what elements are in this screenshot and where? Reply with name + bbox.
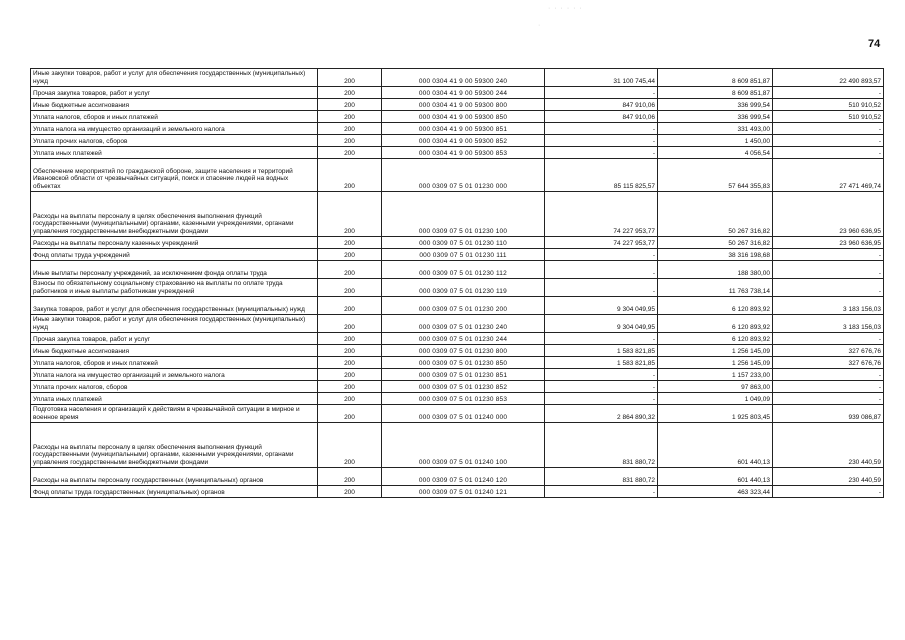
row-approved-cell: - — [545, 135, 658, 147]
row-code-cell: 200 — [318, 405, 382, 423]
row-approved-cell: 847 910,06 — [545, 99, 658, 111]
row-name-cell: Иные бюджетные ассигнования — [31, 345, 318, 357]
row-kbk-cell: 000 0304 41 9 00 59300 244 — [382, 87, 545, 99]
row-code-cell: 200 — [318, 486, 382, 498]
row-executed-cell: 336 999,54 — [658, 111, 773, 123]
row-kbk-cell: 000 0309 07 5 01 01230 111 — [382, 249, 545, 261]
row-executed-cell: 6 120 893,92 — [658, 297, 773, 315]
row-code-cell: 200 — [318, 87, 382, 99]
row-executed-cell: 1 256 145,09 — [658, 345, 773, 357]
row-executed-cell: 97 863,00 — [658, 381, 773, 393]
table-row — [31, 345, 884, 357]
row-kbk-cell: 000 0309 07 5 01 01230 853 — [382, 393, 545, 405]
row-kbk-cell: 000 0309 07 5 01 01240 120 — [382, 468, 545, 486]
budget-report-table — [30, 68, 884, 498]
row-name-cell: Уплата иных платежей — [31, 393, 318, 405]
row-unexecuted-cell: 327 676,76 — [773, 345, 884, 357]
table-row — [31, 333, 884, 345]
row-name-cell: Расходы на выплаты персоналу государственных (муниципальных) органов — [31, 468, 318, 486]
row-kbk-cell: 000 0309 07 5 01 01240 100 — [382, 423, 545, 468]
row-approved-cell: 831 880,72 — [545, 468, 658, 486]
table-row — [31, 159, 884, 192]
row-code-cell: 200 — [318, 147, 382, 159]
table-row — [31, 279, 884, 297]
row-code-cell: 200 — [318, 315, 382, 333]
row-code-cell: 200 — [318, 345, 382, 357]
row-approved-cell: - — [545, 279, 658, 297]
row-name-cell: Иные бюджетные ассигнования — [31, 99, 318, 111]
row-approved-cell: 74 227 953,77 — [545, 237, 658, 249]
table-row — [31, 468, 884, 486]
row-executed-cell: 1 450,00 — [658, 135, 773, 147]
row-kbk-cell: 000 0309 07 5 01 01240 000 — [382, 405, 545, 423]
table-row — [31, 147, 884, 159]
row-unexecuted-cell: - — [773, 87, 884, 99]
row-code-cell: 200 — [318, 111, 382, 123]
row-executed-cell: 336 999,54 — [658, 99, 773, 111]
row-name-cell: Прочая закупка товаров, работ и услуг — [31, 87, 318, 99]
row-name-cell: Уплата налогов, сборов и иных платежей — [31, 111, 318, 123]
table-row — [31, 369, 884, 381]
row-kbk-cell: 000 0309 07 5 01 01230 851 — [382, 369, 545, 381]
table-row — [31, 423, 884, 468]
row-code-cell: 200 — [318, 123, 382, 135]
row-executed-cell: 1 256 145,09 — [658, 357, 773, 369]
row-kbk-cell: 000 0304 41 9 00 59300 853 — [382, 147, 545, 159]
row-approved-cell: 1 583 821,85 — [545, 345, 658, 357]
row-unexecuted-cell: 230 440,59 — [773, 423, 884, 468]
row-unexecuted-cell: - — [773, 393, 884, 405]
row-unexecuted-cell: 939 086,87 — [773, 405, 884, 423]
row-kbk-cell: 000 0304 41 9 00 59300 240 — [382, 69, 545, 87]
row-code-cell: 200 — [318, 369, 382, 381]
row-kbk-cell: 000 0309 07 5 01 01230 800 — [382, 345, 545, 357]
row-executed-cell: 331 493,00 — [658, 123, 773, 135]
table-row — [31, 135, 884, 147]
row-code-cell: 200 — [318, 261, 382, 279]
row-code-cell: 200 — [318, 297, 382, 315]
row-name-cell: Расходы на выплаты персоналу в целях обеспечения выполнения функций государственными (муниципальными) органами, казенными учреждениями, органами управления государственными внебюджетными фондами — [31, 423, 318, 468]
row-name-cell: Уплата налога на имущество организаций и земельного налога — [31, 369, 318, 381]
row-executed-cell: 6 120 893,92 — [658, 315, 773, 333]
row-executed-cell: 188 380,00 — [658, 261, 773, 279]
row-executed-cell: 463 323,44 — [658, 486, 773, 498]
row-unexecuted-cell: - — [773, 333, 884, 345]
row-unexecuted-cell: - — [773, 486, 884, 498]
row-name-cell: Расходы на выплаты персоналу в целях обеспечения выполнения функций государственными (муниципальными) органами, казенными учреждениями, органами управления государственными внебюджетными фондами — [31, 192, 318, 237]
row-approved-cell: 831 880,72 — [545, 423, 658, 468]
row-kbk-cell: 000 0309 07 5 01 01230 200 — [382, 297, 545, 315]
row-name-cell: Подготовка населения и организаций к действиям в чрезвычайной ситуации в мирное и военное время — [31, 405, 318, 423]
row-unexecuted-cell: - — [773, 147, 884, 159]
row-approved-cell: 9 304 049,95 — [545, 297, 658, 315]
row-unexecuted-cell: 510 910,52 — [773, 111, 884, 123]
row-approved-cell: 85 115 825,57 — [545, 159, 658, 192]
row-kbk-cell: 000 0309 07 5 01 01230 000 — [382, 159, 545, 192]
scan-mark-dot: · — [538, 22, 542, 29]
row-unexecuted-cell: - — [773, 123, 884, 135]
row-name-cell: Уплата налогов, сборов и иных платежей — [31, 357, 318, 369]
row-kbk-cell: 000 0309 07 5 01 01230 244 — [382, 333, 545, 345]
row-name-cell: Уплата налога на имущество организаций и земельного налога — [31, 123, 318, 135]
row-name-cell: Прочая закупка товаров, работ и услуг — [31, 333, 318, 345]
row-name-cell: Взносы по обязательному социальному страхованию на выплаты по оплате труда работников и иные выплаты работникам учреждений — [31, 279, 318, 297]
table-row — [31, 192, 884, 237]
row-executed-cell: 1 925 803,45 — [658, 405, 773, 423]
row-kbk-cell: 000 0309 07 5 01 01230 119 — [382, 279, 545, 297]
row-approved-cell: - — [545, 381, 658, 393]
row-name-cell: Уплата иных платежей — [31, 147, 318, 159]
table-row — [31, 381, 884, 393]
row-unexecuted-cell: 27 471 469,74 — [773, 159, 884, 192]
row-name-cell: Иные закупки товаров, работ и услуг для обеспечения государственных (муниципальных) нужд — [31, 315, 318, 333]
table-row — [31, 123, 884, 135]
row-code-cell: 200 — [318, 468, 382, 486]
row-name-cell: Уплата прочих налогов, сборов — [31, 381, 318, 393]
row-unexecuted-cell: 3 183 156,03 — [773, 315, 884, 333]
row-kbk-cell: 000 0309 07 5 01 01230 110 — [382, 237, 545, 249]
row-executed-cell: 8 609 851,87 — [658, 69, 773, 87]
row-kbk-cell: 000 0309 07 5 01 01240 121 — [382, 486, 545, 498]
row-executed-cell: 6 120 893,92 — [658, 333, 773, 345]
row-code-cell: 200 — [318, 279, 382, 297]
row-approved-cell: - — [545, 87, 658, 99]
row-code-cell: 200 — [318, 381, 382, 393]
row-code-cell: 200 — [318, 333, 382, 345]
row-unexecuted-cell: 3 183 156,03 — [773, 297, 884, 315]
row-unexecuted-cell: - — [773, 261, 884, 279]
row-kbk-cell: 000 0304 41 9 00 59300 852 — [382, 135, 545, 147]
row-unexecuted-cell: - — [773, 279, 884, 297]
table-row — [31, 405, 884, 423]
row-approved-cell: - — [545, 147, 658, 159]
row-approved-cell: 9 304 049,95 — [545, 315, 658, 333]
row-code-cell: 200 — [318, 423, 382, 468]
row-unexecuted-cell: - — [773, 135, 884, 147]
row-name-cell: Иные выплаты персоналу учреждений, за исключением фонда оплаты труда — [31, 261, 318, 279]
row-code-cell: 200 — [318, 99, 382, 111]
row-approved-cell: 2 864 890,32 — [545, 405, 658, 423]
row-approved-cell: 74 227 953,77 — [545, 192, 658, 237]
row-kbk-cell: 000 0309 07 5 01 01230 112 — [382, 261, 545, 279]
row-approved-cell: - — [545, 393, 658, 405]
row-kbk-cell: 000 0309 07 5 01 01230 100 — [382, 192, 545, 237]
row-code-cell: 200 — [318, 192, 382, 237]
report-table-body — [31, 69, 884, 498]
row-kbk-cell: 000 0304 41 9 00 59300 850 — [382, 111, 545, 123]
row-code-cell: 200 — [318, 237, 382, 249]
table-row — [31, 297, 884, 315]
row-unexecuted-cell: 510 910,52 — [773, 99, 884, 111]
table-row — [31, 87, 884, 99]
row-executed-cell: 1 049,09 — [658, 393, 773, 405]
row-unexecuted-cell: - — [773, 369, 884, 381]
table-row — [31, 393, 884, 405]
row-kbk-cell: 000 0304 41 9 00 59300 800 — [382, 99, 545, 111]
row-executed-cell: 1 157 233,00 — [658, 369, 773, 381]
row-executed-cell: 50 267 316,82 — [658, 237, 773, 249]
row-approved-cell: - — [545, 261, 658, 279]
row-executed-cell: 50 267 316,82 — [658, 192, 773, 237]
row-kbk-cell: 000 0309 07 5 01 01230 850 — [382, 357, 545, 369]
row-kbk-cell: 000 0309 07 5 01 01230 852 — [382, 381, 545, 393]
row-name-cell: Фонд оплаты труда учреждений — [31, 249, 318, 261]
table-row — [31, 249, 884, 261]
table-row — [31, 486, 884, 498]
row-unexecuted-cell: 23 960 636,95 — [773, 192, 884, 237]
row-unexecuted-cell: - — [773, 381, 884, 393]
row-kbk-cell: 000 0309 07 5 01 01230 240 — [382, 315, 545, 333]
row-executed-cell: 601 440,13 — [658, 423, 773, 468]
row-approved-cell: - — [545, 369, 658, 381]
row-unexecuted-cell: - — [773, 249, 884, 261]
row-name-cell: Закупка товаров, работ и услуг для обеспечения государственных (муниципальных) нужд — [31, 297, 318, 315]
row-approved-cell: - — [545, 249, 658, 261]
row-code-cell: 200 — [318, 249, 382, 261]
row-unexecuted-cell: 22 490 893,57 — [773, 69, 884, 87]
row-name-cell: Расходы на выплаты персоналу казенных учреждений — [31, 237, 318, 249]
row-approved-cell: 31 100 745,44 — [545, 69, 658, 87]
table-row — [31, 111, 884, 123]
row-executed-cell: 601 440,13 — [658, 468, 773, 486]
row-executed-cell: 38 316 198,68 — [658, 249, 773, 261]
row-code-cell: 200 — [318, 135, 382, 147]
row-unexecuted-cell: 23 960 636,95 — [773, 237, 884, 249]
table-row — [31, 69, 884, 87]
row-approved-cell: 1 583 821,85 — [545, 357, 658, 369]
table-row — [31, 237, 884, 249]
table-row — [31, 315, 884, 333]
table-row — [31, 99, 884, 111]
table-row — [31, 357, 884, 369]
row-code-cell: 200 — [318, 159, 382, 192]
row-name-cell: Фонд оплаты труда государственных (муниципальных) органов — [31, 486, 318, 498]
page-number: 74 — [868, 38, 881, 50]
row-name-cell: Уплата прочих налогов, сборов — [31, 135, 318, 147]
row-name-cell: Иные закупки товаров, работ и услуг для обеспечения государственных (муниципальных) нужд — [31, 69, 318, 87]
row-executed-cell: 8 609 851,87 — [658, 87, 773, 99]
row-approved-cell: - — [545, 123, 658, 135]
row-unexecuted-cell: 230 440,59 — [773, 468, 884, 486]
row-code-cell: 200 — [318, 357, 382, 369]
row-code-cell: 200 — [318, 393, 382, 405]
row-approved-cell: - — [545, 486, 658, 498]
row-approved-cell: 847 910,06 — [545, 111, 658, 123]
scan-mark-top: · · · · · · — [548, 5, 583, 12]
row-unexecuted-cell: 327 676,76 — [773, 357, 884, 369]
row-name-cell: Обеспечение мероприятий по гражданской обороне, защите населения и территорий Ивановской области от чрезвычайных ситуаций, поиск и спасение людей на водных объектах — [31, 159, 318, 192]
row-kbk-cell: 000 0304 41 9 00 59300 851 — [382, 123, 545, 135]
row-code-cell: 200 — [318, 69, 382, 87]
row-executed-cell: 4 056,54 — [658, 147, 773, 159]
table-row — [31, 261, 884, 279]
row-executed-cell: 11 763 738,14 — [658, 279, 773, 297]
row-approved-cell: - — [545, 333, 658, 345]
row-executed-cell: 57 644 355,83 — [658, 159, 773, 192]
